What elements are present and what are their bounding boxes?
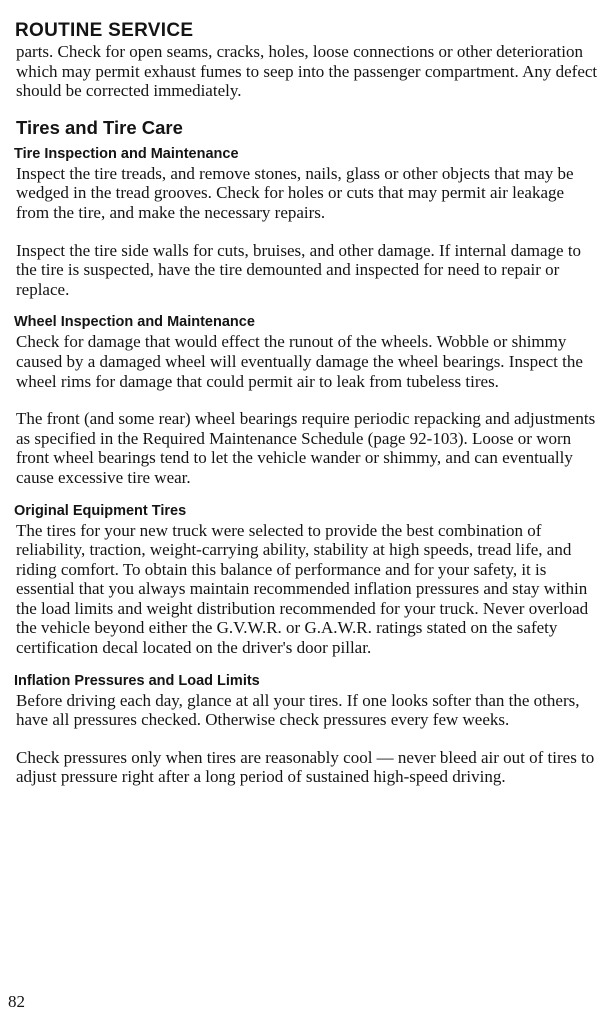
paragraph: Before driving each day, glance at all your tires. If one looks softer than the others, have all pressures checked. Otherwise check pressures every few weeks. [16, 690, 580, 730]
page-number: 82 [8, 992, 25, 1011]
paragraph: Inspect the tire treads, and remove stones, nails, glass or other objects that may be wedged in the tread grooves. Check for holes or cuts that may permit air leakage from the tire, and make the necessary repairs. [16, 163, 574, 222]
paragraph: The tires for your new truck were selected to provide the best combination of reliability, traction, weight-carrying ability, stability at high speeds, tread life, and riding comfort. To obtain this balance of performance and for your safety, it is essential that you always maintain recommended inflation pressures and stay within the load limits and weight distribution recommended for your truck. Never overload the vehicle beyond either the G.V.W.R. or G.A.W.R. ratings stated on the safety certification decal located on the driver's door pillar. [16, 520, 589, 658]
subsection-heading: Tire Inspection and Maintenance [14, 145, 239, 162]
paragraph: Inspect the tire side walls for cuts, bruises, and other damage. If internal damage to the tire is suspected, have the tire demounted and inspected for need to repair or replace. [16, 240, 582, 299]
subsection-heading: Wheel Inspection and Maintenance [14, 314, 255, 331]
running-head: ROUTINE SERVICE [15, 20, 194, 41]
paragraph: The front (and some rear) wheel bearings require periodic repacking and adjustments as specified in the Required Maintenance Schedule (page 92-103). Loose or worn front wheel bearings tend to let the vehicle wander or shimmy, and can eventually cause excessive tire wear. [16, 409, 596, 487]
subsection-wheel-inspection [9, 313, 603, 487]
subsection-inflation-pressures [9, 672, 603, 787]
intro-paragraph: parts. Check for open seams, cracks, holes, loose connections or other deterioration which may permit exhaust fumes to seep into the passenger compartment. Any defect should be corrected immediately. [16, 42, 598, 101]
subsection-original-equipment-tires [9, 502, 603, 658]
subsection-tire-inspection [9, 145, 603, 300]
paragraph: Check for damage that would effect the runout of the wheels. Wobble or shimmy caused by a damaged wheel will eventually damage the wheel bearings. Inspect the wheel rims for damage that could permit air to leak from tubeless tires. [16, 332, 583, 391]
subsection-heading: Original Equipment Tires [14, 502, 187, 519]
paragraph: Check pressures only when tires are reasonably cool — never bleed air out of tires to adjust pressure right after a long period of sustained high-speed driving. [16, 747, 595, 787]
subsection-heading: Inflation Pressures and Load Limits [14, 672, 260, 689]
section-title: Tires and Tire Care [16, 116, 183, 138]
